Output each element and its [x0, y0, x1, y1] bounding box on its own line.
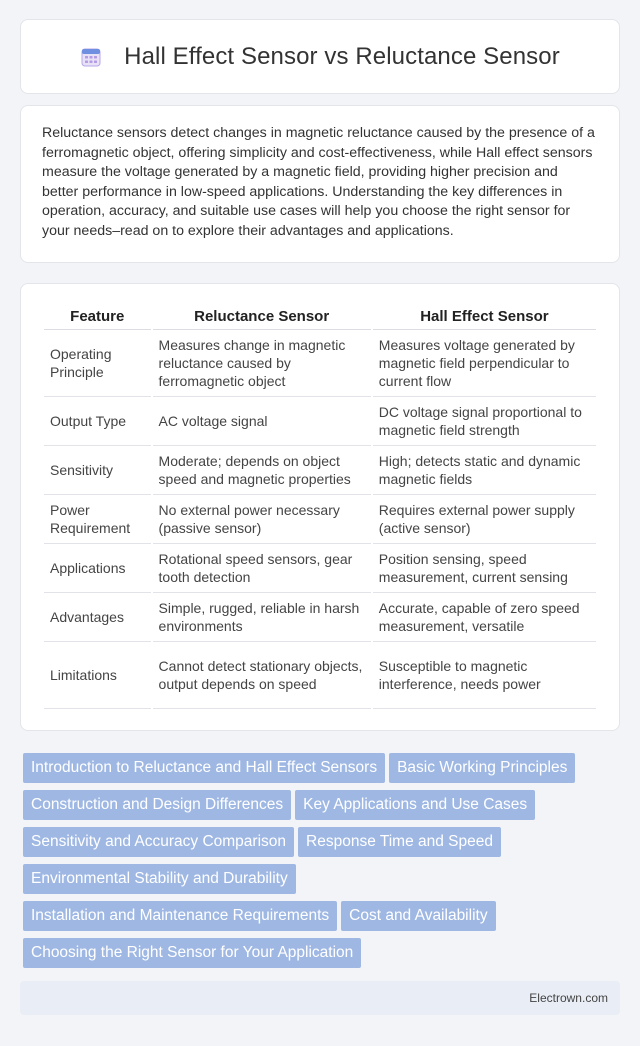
tag-installation-maintenance[interactable]: Installation and Maintenance Requirements — [23, 901, 337, 931]
cell-hall: Requires external power supply (active sensor) — [373, 495, 596, 544]
cell-hall: Accurate, capable of zero speed measurement, versatile — [373, 593, 596, 642]
cell-feature: Operating Principle — [44, 330, 151, 397]
cell-hall: Measures voltage generated by magnetic field perpendicular to current flow — [373, 330, 596, 397]
tag-introduction[interactable]: Introduction to Reluctance and Hall Effect Sensors — [23, 753, 385, 783]
cell-reluctance: Simple, rugged, reliable in harsh environments — [153, 593, 371, 642]
header-reluctance: Reluctance Sensor — [153, 302, 371, 330]
cell-reluctance: Measures change in magnetic reluctance caused by ferromagnetic object — [153, 330, 371, 397]
table-row — [44, 593, 596, 642]
intro-text: Reluctance sensors detect changes in magnetic reluctance caused by the presence of a ferromagnetic object, offering simplicity and cost-effectiveness, while Hall effect sensors measure the voltage generated by a magnetic field, providing higher precision and better performance in low-speed applications. Understanding the key differences in operation, accuracy, and suitable use cases will help you choose the right sensor for your needs–read on to explore their advantages and applications. — [42, 125, 595, 239]
comparison-table — [42, 302, 598, 709]
cell-reluctance: Cannot detect stationary objects, output depends on speed — [153, 642, 371, 709]
tag-basic-principles[interactable]: Basic Working Principles — [389, 753, 575, 783]
cell-feature: Sensitivity — [44, 446, 151, 495]
tag-choosing-sensor[interactable]: Choosing the Right Sensor for Your Application — [23, 938, 361, 968]
cell-hall: Susceptible to magnetic interference, needs power — [373, 642, 596, 709]
table-header-row — [44, 302, 596, 330]
cell-reluctance: Rotational speed sensors, gear tooth detection — [153, 544, 371, 593]
footer-site-name[interactable]: Electrown.com — [529, 991, 608, 1005]
cell-feature: Limitations — [44, 642, 151, 709]
table-row — [44, 495, 596, 544]
tag-applications[interactable]: Key Applications and Use Cases — [295, 790, 535, 820]
header-hall: Hall Effect Sensor — [373, 302, 596, 330]
cell-hall: Position sensing, speed measurement, current sensing — [373, 544, 596, 593]
cell-feature: Output Type — [44, 397, 151, 446]
title-card — [20, 19, 620, 94]
tag-cost-availability[interactable]: Cost and Availability — [341, 901, 495, 931]
tag-response-time[interactable]: Response Time and Speed — [298, 827, 501, 857]
table-row — [44, 397, 596, 446]
table-row — [44, 330, 596, 397]
cell-reluctance: Moderate; depends on object speed and magnetic properties — [153, 446, 371, 495]
cell-reluctance: No external power necessary (passive sensor) — [153, 495, 371, 544]
table-row — [44, 642, 596, 709]
tag-construction-design[interactable]: Construction and Design Differences — [23, 790, 291, 820]
header-feature: Feature — [44, 302, 151, 330]
calendar-icon — [80, 46, 102, 68]
cell-hall: DC voltage signal proportional to magnetic field strength — [373, 397, 596, 446]
topic-tags — [23, 753, 613, 975]
cell-feature: Advantages — [44, 593, 151, 642]
cell-feature: Applications — [44, 544, 151, 593]
tag-sensitivity-accuracy[interactable]: Sensitivity and Accuracy Comparison — [23, 827, 294, 857]
cell-reluctance: AC voltage signal — [153, 397, 371, 446]
comparison-table-card — [20, 283, 620, 731]
footer — [20, 981, 620, 1015]
page-title: Hall Effect Sensor vs Reluctance Sensor — [124, 42, 560, 70]
cell-feature: Power Requirement — [44, 495, 151, 544]
tag-environmental-stability[interactable]: Environmental Stability and Durability — [23, 864, 296, 894]
intro-card — [20, 105, 620, 263]
table-row — [44, 544, 596, 593]
cell-hall: High; detects static and dynamic magnetic fields — [373, 446, 596, 495]
table-row — [44, 446, 596, 495]
